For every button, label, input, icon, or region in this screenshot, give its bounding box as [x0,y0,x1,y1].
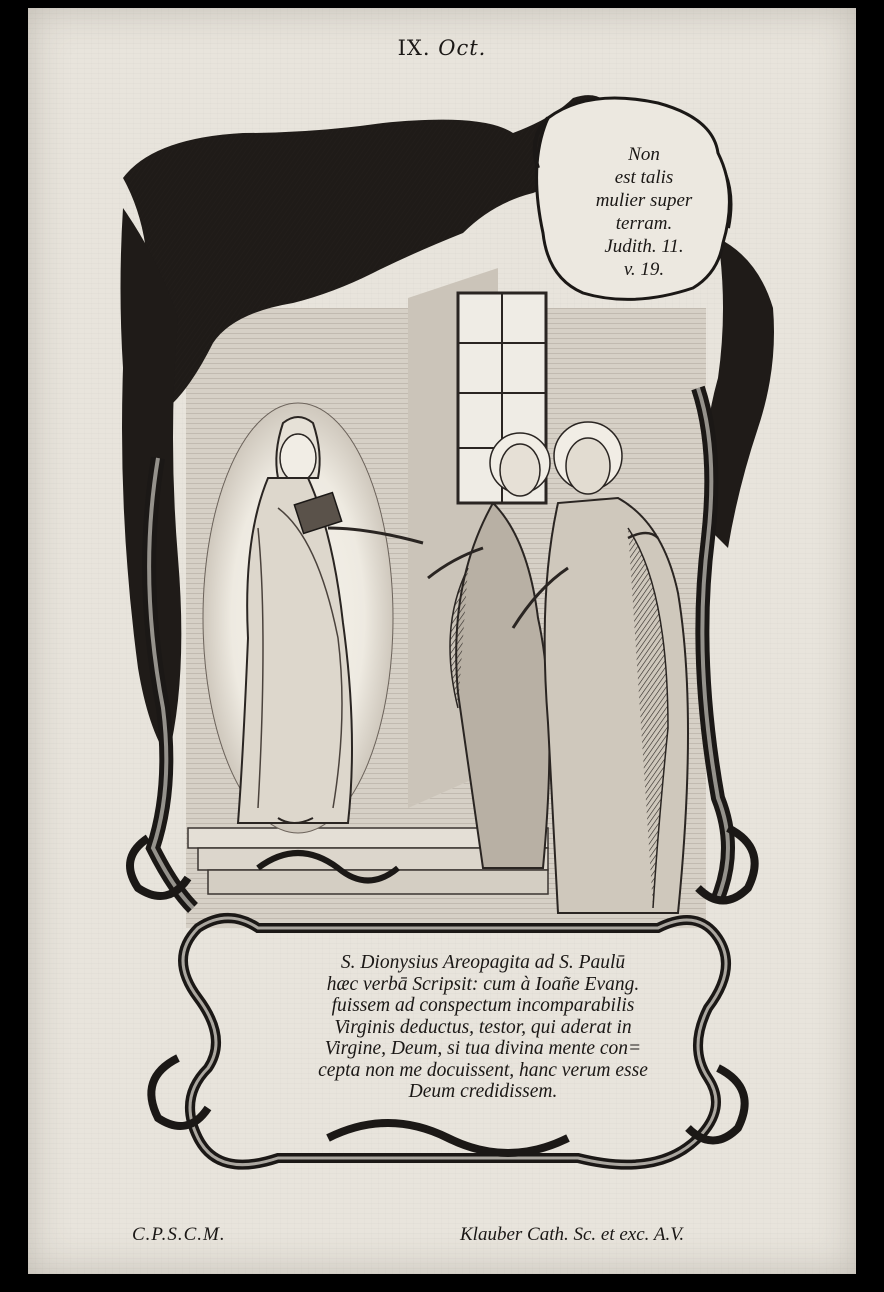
credit-right: Klauber Cath. Sc. et exc. A.V. [460,1224,685,1245]
credit-left: C.P.S.C.M. [132,1224,226,1245]
date-heading [28,36,856,60]
engraving-sheet [28,8,856,1274]
scroll-quote: Non est talis mulier super terram. Judith. 11. v. 19. [595,144,693,280]
date-month: Oct. [438,36,487,60]
date-roman: IX. [397,36,431,60]
caption-text: S. Dionysius Areopagita ad S. Paulū hæc verbā Scripsit: cum à Ioañe Evang. fuissem ad conspectum incomparabilis Virginis deductus, testor, qui aderat in Virgine, Deum, si tua divina mente con= cepta non me docuissent, hanc verum esse Deum credidissem. [318,952,648,1102]
